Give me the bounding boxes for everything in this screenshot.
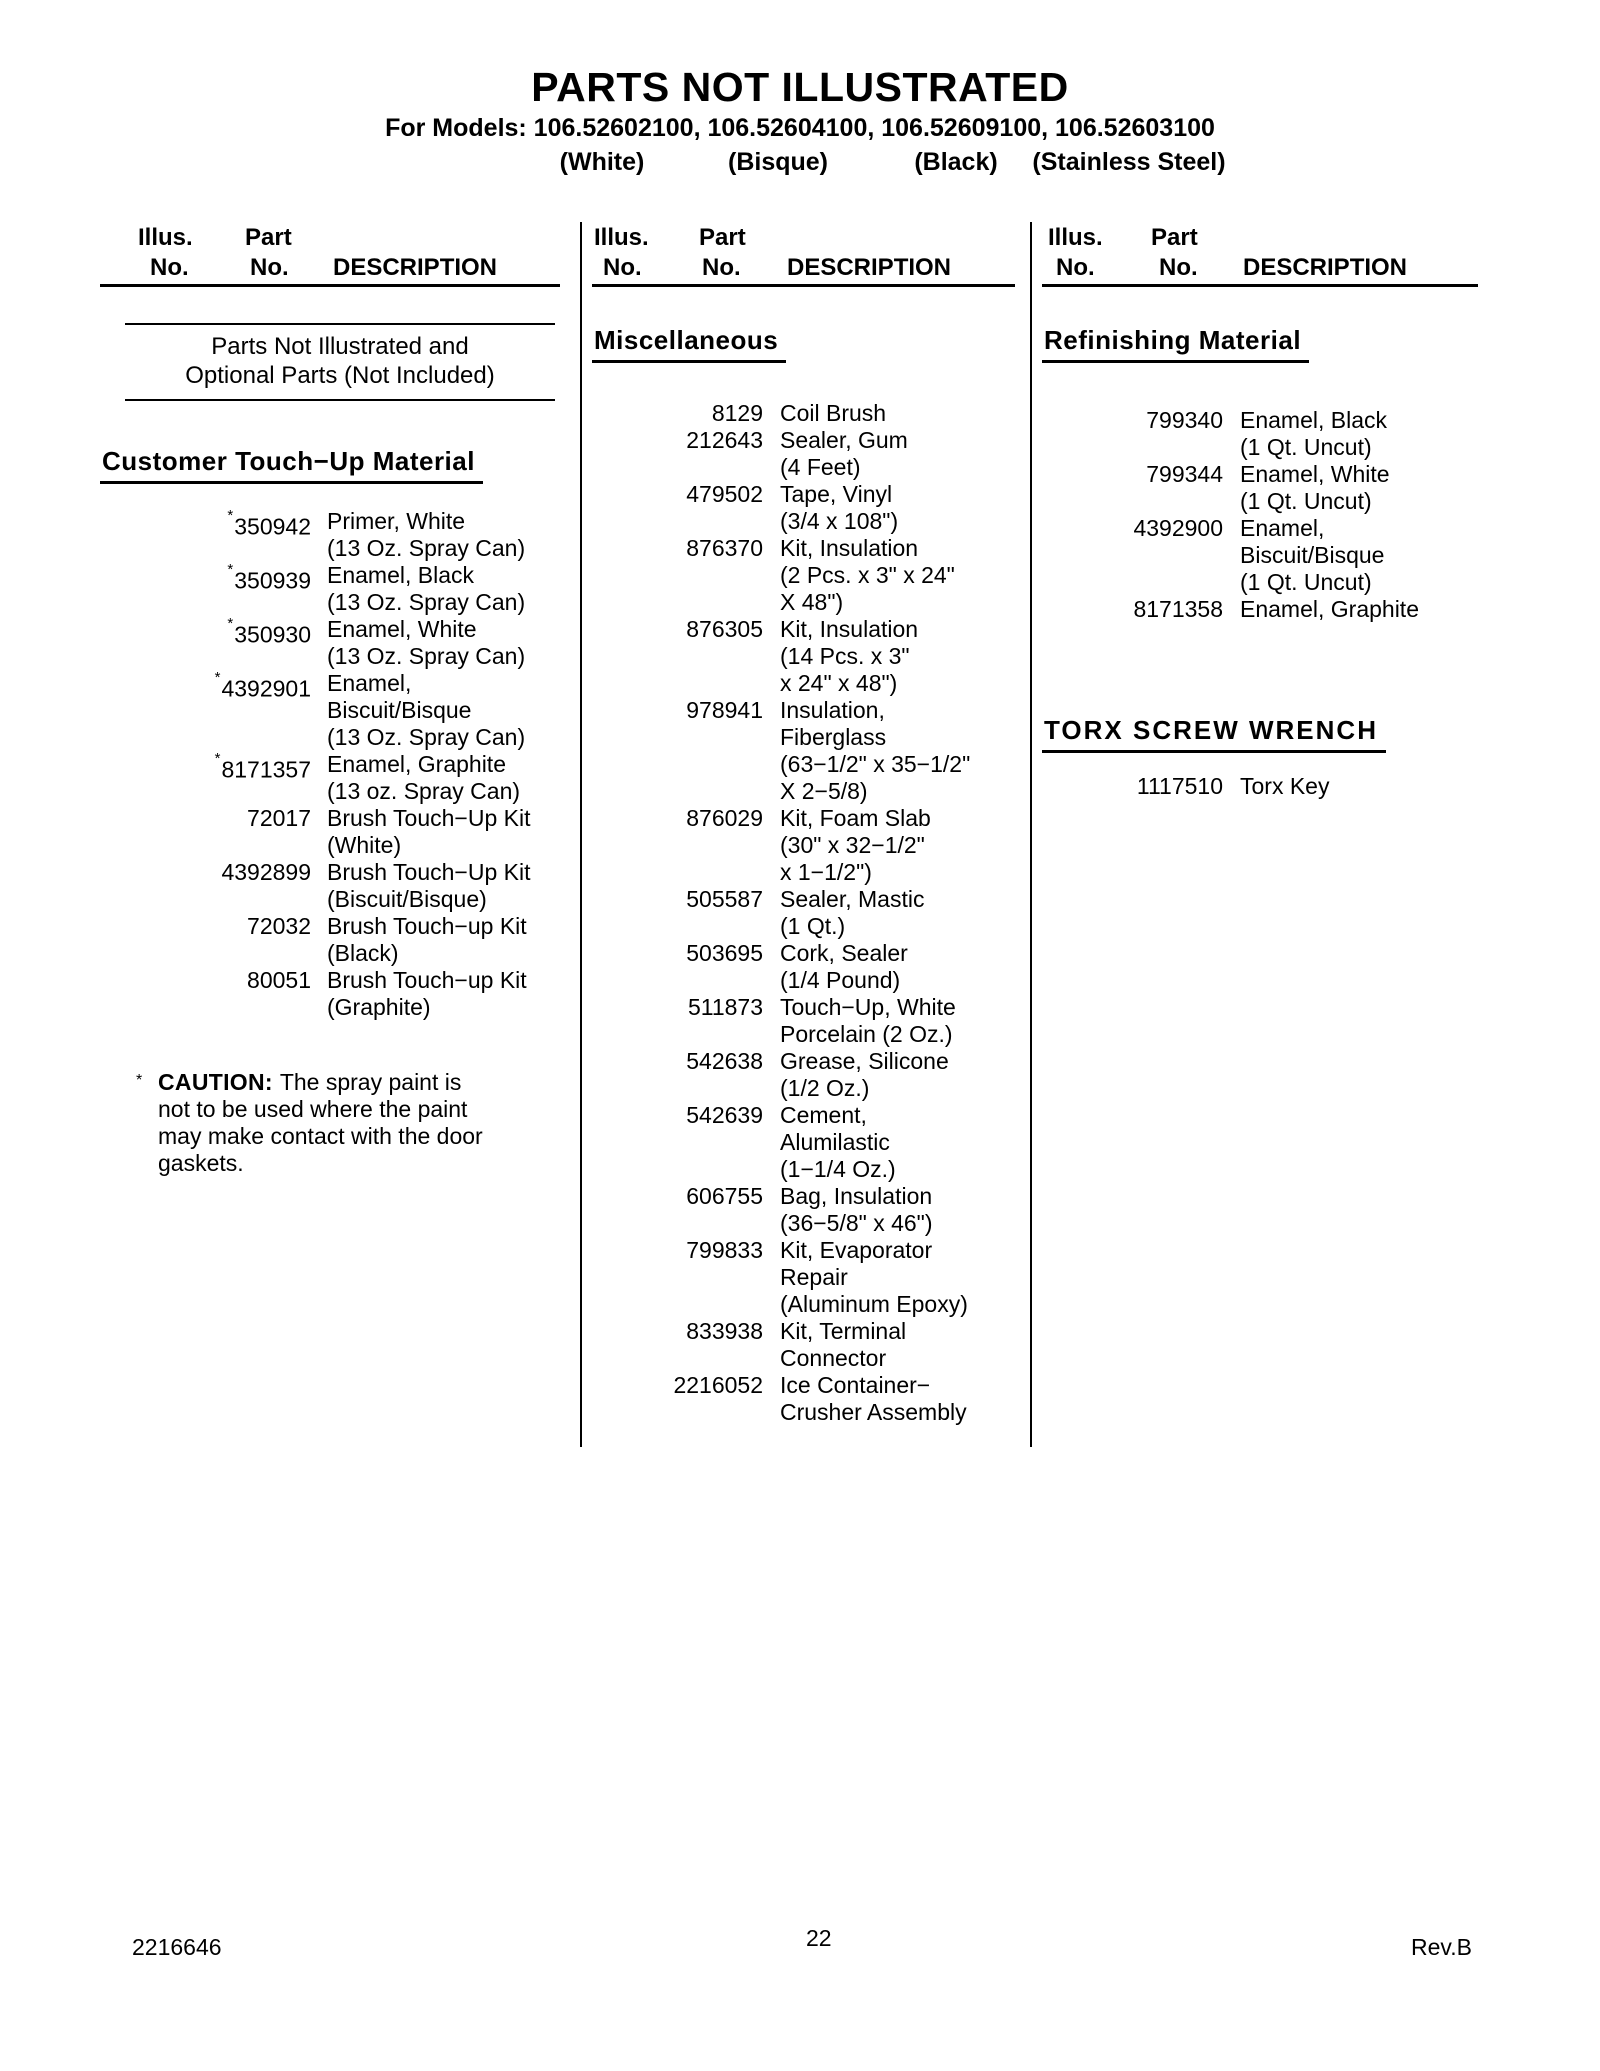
part-row bbox=[100, 670, 560, 751]
section-heading: Miscellaneous bbox=[592, 325, 786, 363]
part-row bbox=[100, 751, 560, 805]
part-row bbox=[592, 481, 1015, 535]
part-row bbox=[592, 1183, 1015, 1237]
caution-note bbox=[100, 1069, 560, 1177]
part-number: 833938 bbox=[686, 1318, 763, 1344]
caution-asterisk: * bbox=[136, 1072, 143, 1089]
part-row bbox=[592, 994, 1015, 1048]
part-row bbox=[592, 400, 1015, 427]
part-row bbox=[592, 886, 1015, 940]
description-line: (Aluminum Epoxy) bbox=[780, 1291, 968, 1317]
column-left bbox=[100, 222, 560, 1177]
part-row bbox=[1042, 596, 1478, 623]
caution-text bbox=[158, 1069, 483, 1177]
part-number: *4392901 bbox=[214, 669, 311, 702]
footer-document-number: 2216646 bbox=[132, 1934, 222, 1960]
description-line: (3/4 x 108") bbox=[780, 508, 899, 534]
part-number: 72017 bbox=[247, 805, 311, 831]
part-row bbox=[1042, 515, 1478, 596]
description-line: Enamel, bbox=[1240, 515, 1325, 541]
description-line: Porcelain (2 Oz.) bbox=[780, 1021, 953, 1047]
asterisk-marker: * bbox=[227, 507, 234, 524]
description-line: Repair bbox=[780, 1264, 848, 1290]
part-number: 799833 bbox=[686, 1237, 763, 1263]
parts-section bbox=[592, 325, 1015, 1426]
description-line: Biscuit/Bisque bbox=[1240, 542, 1385, 568]
parts-list bbox=[1042, 773, 1478, 800]
caution-line: gaskets. bbox=[158, 1150, 244, 1176]
footer-revision: Rev.B bbox=[1411, 1934, 1472, 1960]
description-line: (14 Pcs. x 3" bbox=[780, 643, 910, 669]
description-line: Brush Touch−up Kit bbox=[327, 913, 527, 939]
part-number: 8129 bbox=[711, 400, 763, 426]
header-part: Part bbox=[699, 224, 746, 251]
finish-label-stainless: (Stainless Steel) bbox=[1032, 148, 1226, 176]
description-line: Brush Touch−Up Kit bbox=[327, 859, 531, 885]
description-line: Connector bbox=[780, 1345, 887, 1371]
part-description bbox=[780, 535, 955, 616]
description-line: Touch−Up, White bbox=[780, 994, 956, 1020]
part-number: *350942 bbox=[227, 507, 311, 540]
description-line: (Biscuit/Bisque) bbox=[327, 886, 487, 912]
description-line: Bag, Insulation bbox=[780, 1183, 933, 1209]
part-row bbox=[592, 1318, 1015, 1372]
parts-section bbox=[1042, 325, 1478, 623]
part-number: *350939 bbox=[227, 561, 311, 594]
caution-line: The spray paint is bbox=[279, 1069, 462, 1095]
section-heading: Refinishing Material bbox=[1042, 325, 1309, 363]
part-description bbox=[327, 616, 525, 670]
part-row bbox=[592, 1102, 1015, 1183]
finish-label-bisque: (Bisque) bbox=[728, 148, 828, 176]
description-line: Enamel, White bbox=[327, 616, 477, 642]
finish-label-white: (White) bbox=[559, 148, 645, 176]
caution-label: CAUTION: bbox=[158, 1069, 273, 1095]
part-row bbox=[1042, 773, 1478, 800]
part-number: 4392900 bbox=[1133, 515, 1223, 541]
part-description bbox=[780, 940, 908, 994]
description-line: Kit, Foam Slab bbox=[780, 805, 931, 831]
part-description bbox=[780, 1372, 967, 1426]
header-part: Part bbox=[1151, 224, 1198, 251]
part-description bbox=[780, 427, 908, 481]
description-line: (Graphite) bbox=[327, 994, 431, 1020]
header-illus-no: No. bbox=[1056, 254, 1095, 281]
part-number: 1117510 bbox=[1136, 773, 1223, 799]
description-line: x 24" x 48") bbox=[780, 670, 898, 696]
description-line: (4 Feet) bbox=[780, 454, 861, 480]
part-number: 876029 bbox=[686, 805, 763, 831]
part-row bbox=[100, 508, 560, 562]
parts-list bbox=[100, 508, 560, 1021]
description-line: Sealer, Mastic bbox=[780, 886, 925, 912]
part-description bbox=[780, 1237, 968, 1318]
header-illus: Illus. bbox=[138, 224, 193, 251]
part-number: 80051 bbox=[247, 967, 311, 993]
section-heading: Customer Touch−Up Material bbox=[100, 446, 483, 484]
part-number: *350930 bbox=[227, 615, 311, 648]
description-line: Brush Touch−Up Kit bbox=[327, 805, 531, 831]
caution-line: may make contact with the door bbox=[158, 1123, 483, 1149]
description-line: (1/4 Pound) bbox=[780, 967, 901, 993]
column-sections bbox=[100, 446, 560, 1021]
description-line: (1−1/4 Oz.) bbox=[780, 1156, 896, 1182]
part-description bbox=[1240, 515, 1384, 596]
part-number: 542639 bbox=[686, 1102, 763, 1128]
description-line: (1 Qt. Uncut) bbox=[1240, 488, 1372, 514]
section-heading: TORX SCREW WRENCH bbox=[1042, 715, 1386, 753]
description-line: (36−5/8" x 46") bbox=[780, 1210, 933, 1236]
part-description bbox=[780, 805, 931, 886]
description-line: (13 oz. Spray Can) bbox=[327, 778, 521, 804]
part-description bbox=[327, 562, 525, 616]
description-line: (1 Qt.) bbox=[780, 913, 846, 939]
part-number: *8171357 bbox=[214, 750, 311, 783]
description-line: Kit, Insulation bbox=[780, 616, 919, 642]
description-line: (13 Oz. Spray Can) bbox=[327, 535, 526, 561]
part-number: 503695 bbox=[686, 940, 763, 966]
part-description bbox=[1240, 461, 1390, 515]
part-description bbox=[327, 751, 520, 805]
part-description bbox=[780, 1048, 949, 1102]
part-number: 799340 bbox=[1146, 407, 1223, 433]
part-number: 511873 bbox=[687, 994, 763, 1020]
column-sections bbox=[592, 325, 1015, 1426]
description-line: Ice Container− bbox=[780, 1372, 931, 1398]
header-illus-no: No. bbox=[603, 254, 642, 281]
description-line: Cork, Sealer bbox=[780, 940, 908, 966]
part-row bbox=[592, 940, 1015, 994]
description-line: Brush Touch−up Kit bbox=[327, 967, 527, 993]
description-line: Torx Key bbox=[1240, 773, 1330, 799]
part-row bbox=[592, 805, 1015, 886]
caution-line: not to be used where the paint bbox=[158, 1096, 468, 1122]
part-row bbox=[592, 616, 1015, 697]
header-part-no: No. bbox=[702, 254, 741, 281]
description-line: Enamel, bbox=[327, 670, 412, 696]
part-row bbox=[592, 1372, 1015, 1426]
column-divider-left bbox=[580, 222, 582, 1447]
part-number: 2216052 bbox=[673, 1372, 763, 1398]
part-row bbox=[100, 805, 560, 859]
part-number: 505587 bbox=[686, 886, 763, 912]
description-line: Kit, Evaporator bbox=[780, 1237, 933, 1263]
part-description bbox=[327, 508, 525, 562]
description-line: X 48") bbox=[780, 589, 844, 615]
parts-list bbox=[592, 400, 1015, 1426]
part-description bbox=[1240, 773, 1329, 800]
description-line: (2 Pcs. x 3" x 24" bbox=[780, 562, 955, 588]
part-row bbox=[100, 913, 560, 967]
part-row bbox=[592, 427, 1015, 481]
part-description bbox=[780, 481, 898, 535]
description-line: (13 Oz. Spray Can) bbox=[327, 643, 526, 669]
description-line: (30" x 32−1/2" bbox=[780, 832, 925, 858]
part-number: 876370 bbox=[686, 535, 763, 561]
part-description bbox=[780, 697, 970, 805]
part-number: 212643 bbox=[686, 427, 763, 453]
header-part-no: No. bbox=[250, 254, 289, 281]
optional-parts-note bbox=[125, 323, 555, 401]
column-sections bbox=[1042, 325, 1478, 800]
footer-page-number: 22 bbox=[806, 1925, 832, 1951]
finish-label-black: (Black) bbox=[914, 148, 998, 176]
part-description bbox=[1240, 407, 1387, 461]
part-row bbox=[100, 967, 560, 1021]
part-row bbox=[592, 697, 1015, 805]
part-number: 606755 bbox=[686, 1183, 763, 1209]
part-description bbox=[780, 994, 956, 1048]
part-description bbox=[327, 913, 527, 967]
description-line: Insulation, bbox=[780, 697, 885, 723]
part-description bbox=[780, 1318, 906, 1372]
parts-section bbox=[1042, 715, 1478, 800]
page-title: PARTS NOT ILLUSTRATED bbox=[531, 64, 1069, 110]
description-line: Enamel, Graphite bbox=[1240, 596, 1419, 622]
part-row bbox=[592, 1048, 1015, 1102]
part-row bbox=[592, 1237, 1015, 1318]
part-row bbox=[592, 535, 1015, 616]
parts-list bbox=[1042, 407, 1478, 623]
description-line: Crusher Assembly bbox=[780, 1399, 967, 1425]
column-middle bbox=[592, 222, 1015, 1426]
description-line: x 1−1/2") bbox=[780, 859, 872, 885]
optional-parts-note-line: Parts Not Illustrated and bbox=[211, 333, 469, 360]
description-line: Kit, Insulation bbox=[780, 535, 919, 561]
asterisk-marker: * bbox=[227, 615, 234, 632]
description-line: (13 Oz. Spray Can) bbox=[327, 724, 526, 750]
header-part: Part bbox=[245, 224, 292, 251]
parts-section bbox=[100, 446, 560, 1021]
header-part-no: No. bbox=[1159, 254, 1198, 281]
description-line: (1/2 Oz.) bbox=[780, 1075, 870, 1101]
part-row bbox=[100, 859, 560, 913]
description-line: Biscuit/Bisque bbox=[327, 697, 472, 723]
column-header bbox=[1042, 222, 1478, 287]
description-line: Alumilastic bbox=[780, 1129, 890, 1155]
description-line: Enamel, Black bbox=[1240, 407, 1388, 433]
part-description bbox=[327, 859, 531, 913]
description-line: Coil Brush bbox=[780, 400, 887, 426]
description-line: (Black) bbox=[327, 940, 399, 966]
part-description bbox=[1240, 596, 1419, 623]
header-description: DESCRIPTION bbox=[787, 254, 952, 281]
header-description: DESCRIPTION bbox=[333, 254, 498, 281]
header-illus-no: No. bbox=[150, 254, 189, 281]
description-line: Enamel, Black bbox=[327, 562, 475, 588]
optional-parts-note-line: Optional Parts (Not Included) bbox=[185, 362, 495, 389]
part-row bbox=[100, 616, 560, 670]
column-header bbox=[100, 222, 560, 287]
description-line: Enamel, Graphite bbox=[327, 751, 506, 777]
description-line: Primer, White bbox=[327, 508, 466, 534]
description-line: Kit, Terminal bbox=[780, 1318, 907, 1344]
header-description: DESCRIPTION bbox=[1243, 254, 1408, 281]
part-number: 72032 bbox=[247, 913, 311, 939]
part-description bbox=[780, 1183, 933, 1237]
description-line: Sealer, Gum bbox=[780, 427, 908, 453]
asterisk-marker: * bbox=[227, 561, 234, 578]
part-description bbox=[327, 967, 527, 1021]
description-line: (63−1/2" x 35−1/2" bbox=[780, 751, 971, 777]
part-description bbox=[780, 400, 886, 427]
part-row bbox=[100, 562, 560, 616]
description-line: (White) bbox=[327, 832, 402, 858]
asterisk-marker: * bbox=[214, 669, 221, 686]
part-number: 479502 bbox=[686, 481, 763, 507]
part-row bbox=[1042, 407, 1478, 461]
description-line: Cement, bbox=[780, 1102, 867, 1128]
part-description bbox=[780, 886, 924, 940]
part-description bbox=[780, 616, 918, 697]
column-header bbox=[592, 222, 1015, 287]
column-divider-right bbox=[1030, 222, 1032, 1447]
description-line: Fiberglass bbox=[780, 724, 887, 750]
column-right bbox=[1042, 222, 1478, 800]
models-subtitle: For Models: 106.52602100, 106.52604100, 106.52609100, 106.52603100 bbox=[385, 114, 1215, 142]
part-number: 978941 bbox=[686, 697, 763, 723]
description-line: Enamel, White bbox=[1240, 461, 1390, 487]
description-line: (13 Oz. Spray Can) bbox=[327, 589, 526, 615]
header-illus: Illus. bbox=[1048, 224, 1103, 251]
part-description bbox=[327, 670, 525, 751]
part-number: 542638 bbox=[686, 1048, 763, 1074]
description-line: (1 Qt. Uncut) bbox=[1240, 434, 1372, 460]
header-illus: Illus. bbox=[594, 224, 649, 251]
part-number: 799344 bbox=[1146, 461, 1223, 487]
asterisk-marker: * bbox=[214, 750, 221, 767]
description-line: X 2−5/8) bbox=[780, 778, 868, 804]
part-description bbox=[327, 805, 531, 859]
description-line: Grease, Silicone bbox=[780, 1048, 949, 1074]
description-line: (1 Qt. Uncut) bbox=[1240, 569, 1372, 595]
part-row bbox=[1042, 461, 1478, 515]
description-line: Tape, Vinyl bbox=[780, 481, 893, 507]
part-number: 8171358 bbox=[1133, 596, 1223, 622]
part-number: 4392899 bbox=[221, 859, 311, 885]
part-description bbox=[780, 1102, 896, 1183]
part-number: 876305 bbox=[686, 616, 763, 642]
